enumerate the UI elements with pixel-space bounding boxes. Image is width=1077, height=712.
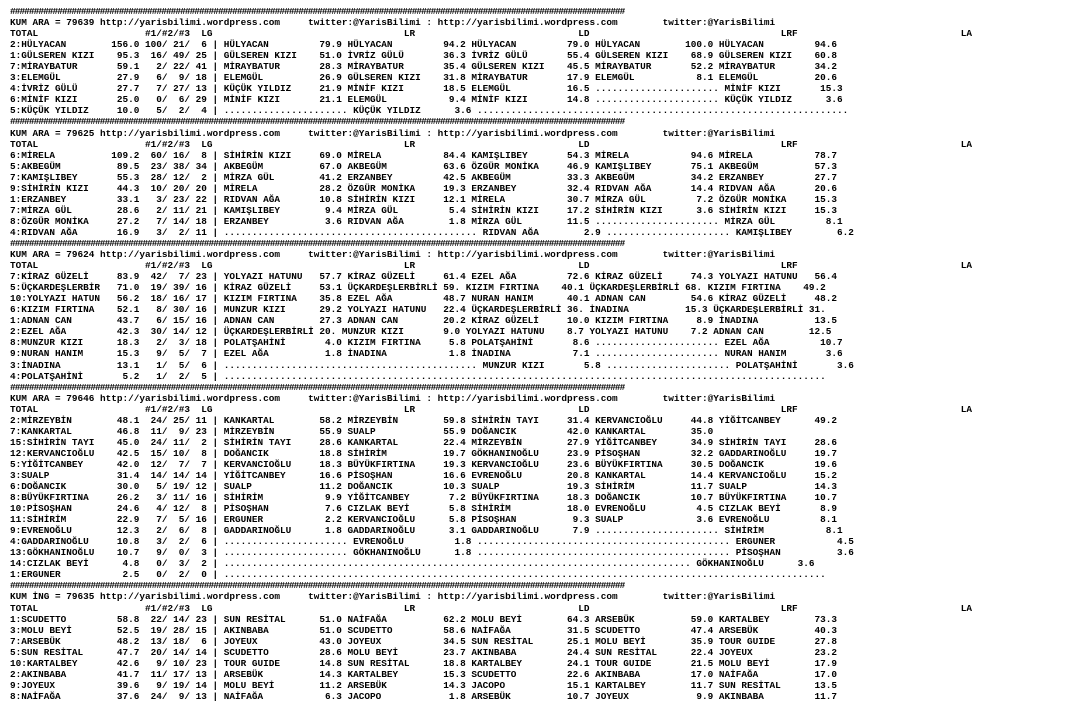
column-headers: TOTAL #1/#2/#3 LG LR LD LRF LA bbox=[10, 260, 973, 272]
table-row: 1:ADNAN CAN 43.7 6/ 15/ 16 | ADNAN CAN 27.3 ADNAN CAN 20.2 KİRAZ GÜZELİ 10.0 KIZIM FIRTINA 8.9 İNADINA 13.5 bbox=[10, 315, 838, 327]
table-row: 7:KANKARTAL 46.8 11/ 9/ 23 | MİRZEYBİN 55.9 SUALP 55.9 DOĞANCIK 42.0 KANKARTAL 35.0 bbox=[10, 425, 714, 437]
table-row: 6:DOĞANCIK 30.0 5/ 19/ 12 | SUALP 11.2 DOĞANCIK 10.3 SUALP 19.3 SİHİRİM 11.7 SUALP 14.3 bbox=[10, 481, 838, 493]
table-row: 8:NAİFAĞA 37.6 24/ 9/ 13 | NAİFAĞA 6.3 JACOPO 1.8 ARSEBÜK 10.7 JOYEUX 9.9 AKINBABA 11.7 bbox=[10, 690, 838, 702]
table-row: 2:HÜLYACAN 156.0 100/ 21/ 6 | HÜLYACAN 79.9 HÜLYACAN 94.2 HÜLYACAN 79.0 HÜLYACAN 100.0 HÜLYACAN 94.6 bbox=[10, 39, 838, 51]
table-row: 9:JOYEUX 39.6 9/ 19/ 14 | MOLU BEYİ 11.2 ARSEBÜK 14.3 JACOPO 15.1 KARTALBEY 11.7 SUN RESİTAL 13.5 bbox=[10, 679, 838, 691]
table-row: 8:ÖZGÜR MONİKA 27.2 7/ 14/ 18 | ERZANBEY 3.6 RIDVAN AĞA 1.8 MİRZA GÜL 11.5 ...................... MİRZA GÜL 8.1 bbox=[10, 215, 843, 227]
table-row: 5:AKBEGÜM 89.5 23/ 38/ 34 | AKBEGÜM 67.0 AKBEGÜM 63.6 ÖZGÜR MONİKA 46.9 KAMIŞLIBEY 75.1 AKBEGÜM 57.3 bbox=[10, 160, 838, 172]
separator-line: ################################################################################################################################## bbox=[10, 116, 625, 128]
table-row: 15:SİHİRİN TAYI 45.0 24/ 11/ 2 | SİHİRİN TAYI 28.6 KANKARTAL 22.4 MİRZEYBİN 27.9 YİĞİTCANBEY 34.9 SİHİRİN TAYI 28.6 bbox=[10, 436, 838, 448]
table-row: 8:MUNZUR KIZI 18.3 2/ 3/ 18 | POLATŞAHİNİ 4.0 KIZIM FIRTINA 5.8 POLATŞAHİNİ 8.6 ...................... EZEL AĞA 10.7 bbox=[10, 337, 843, 349]
table-row: 9:EVRENOĞLU 12.3 2/ 6/ 8 | GADDARINOĞLU 1.8 GADDARINOĞLU 3.1 GADDARINOĞLU 7.9 ...................... SİHİRİM 8.1 bbox=[10, 525, 843, 537]
race-header: KUM İNG = 79635 http://yarisbilimi.wordpress.com twitter:@YarisBilimi : http://yarisbilimi.wordpress.com twitter:@YarisBilimi bbox=[10, 591, 776, 603]
table-row: 11:SİHİRİM 22.9 7/ 5/ 16 | ERGUNER 2.2 KERVANCIOĞLU 5.8 PİSOŞHAN 9.3 SUALP 3.6 EVRENOĞLU 8.1 bbox=[10, 514, 838, 526]
table-row: 14:CIZLAK BEYİ 4.8 0/ 3/ 2 | ................................................................................... GÖKHANINOĞLU 3.6 bbox=[10, 558, 815, 570]
table-row: 6:MİRELA 109.2 60/ 16/ 8 | SİHİRİN KIZI 69.0 MİRELA 84.4 KAMIŞLIBEY 54.3 MİRELA 94.6 MİRELA 78.7 bbox=[10, 149, 838, 161]
table-row: 13:GÖKHANINOĞLU 10.7 9/ 0/ 3 | ...................... GÖKHANINOĞLU 1.8 ............................................. PİSOŞHAN 3.6 bbox=[10, 547, 854, 559]
table-row: 9:NURAN HANIM 15.3 9/ 5/ 7 | EZEL AĞA 1.8 İNADINA 1.8 İNADINA 7.1 ...................... NURAN HANIM 3.6 bbox=[10, 348, 843, 360]
separator-line: ################################################################################################################################## bbox=[10, 381, 625, 393]
separator-line: ################################################################################################################################## bbox=[10, 6, 625, 17]
table-row: 2:AKINBABA 41.7 11/ 17/ 13 | ARSEBÜK 14.3 KARTALBEY 15.3 SCUDETTO 22.6 AKINBABA 17.0 NAİFAĞA 17.0 bbox=[10, 668, 838, 680]
table-row: 8:BÜYÜKFIRTINA 26.2 3/ 11/ 16 | SİHİRİM 9.9 YİĞİTCANBEY 7.2 BÜYÜKFIRTINA 18.3 DOĞANCIK 10.7 BÜYÜKFIRTINA 10.7 bbox=[10, 492, 838, 504]
table-row: 7:KAMIŞLIBEY 55.3 28/ 12/ 2 | MİRZA GÜL 41.2 ERZANBEY 42.5 AKBEGÜM 33.3 AKBEGÜM 34.2 ERZANBEY 27.7 bbox=[10, 171, 838, 183]
table-row: 6:MİNİF KIZI 25.0 0/ 6/ 29 | MİNİF KIZI 21.1 ELEMGÜL 9.4 MİNİF KIZI 14.8 ...................... KÜÇÜK YILDIZ 3.6 bbox=[10, 94, 843, 106]
table-row: 4:RIDVAN AĞA 16.9 3/ 2/ 11 | ............................................. RIDVAN AĞA 2.9 ...................... KAMIŞLIBEY 6.2 bbox=[10, 226, 854, 238]
race-header: KUM ARA = 79624 http://yarisbilimi.wordpress.com twitter:@YarisBilimi : http://yarisbilimi.wordpress.com twitter:@YarisBilimi bbox=[10, 249, 776, 261]
table-row: 3:MOLU BEYİ 52.5 19/ 28/ 15 | AKINBABA 51.0 SCUDETTO 58.6 NAİFAĞA 31.5 SCUDETTO 47.4 ARSEBÜK 40.3 bbox=[10, 624, 838, 636]
table-row: 9:SİHİRİN KIZI 44.3 10/ 20/ 20 | MİRELA 28.2 ÖZGÜR MONİKA 19.3 ERZANBEY 32.4 RIDVAN AĞA 14.4 RIDVAN AĞA 20.6 bbox=[10, 182, 838, 194]
column-headers: TOTAL #1/#2/#3 LG LR LD LRF LA bbox=[10, 28, 973, 40]
table-row: 5:SUN RESİTAL 47.7 20/ 14/ 14 | SCUDETTO 28.6 MOLU BEYİ 23.7 AKINBABA 24.4 SUN RESİTAL 22.4 JOYEUX 23.2 bbox=[10, 646, 838, 658]
table-row: 7:KİRAZ GÜZELİ 83.9 42/ 7/ 23 | YOLYAZI HATUNU 57.7 KİRAZ GÜZELİ 61.4 EZEL AĞA 72.6 KİRAZ GÜZELİ 74.3 YOLYAZI HATUNU 56.4 bbox=[10, 271, 838, 283]
race-header: KUM ARA = 79646 http://yarisbilimi.wordpress.com twitter:@YarisBilimi : http://yarisbilimi.wordpress.com twitter:@YarisBilimi bbox=[10, 392, 776, 404]
table-row: 1:ERGUNER 2.5 0/ 2/ 0 | ........................................................................................................... bbox=[10, 569, 826, 581]
table-row: 3:ELEMGÜL 27.9 6/ 9/ 18 | ELEMGÜL 26.9 GÜLSEREN KIZI 31.8 MİRAYBATUR 17.9 ELEMGÜL 8.1 ELEMGÜL 20.6 bbox=[10, 72, 838, 84]
table-row: 3:SUALP 31.4 14/ 14/ 14 | YİĞİTCANBEY 16.6 PİSOŞHAN 16.6 EVRENOĞLU 20.8 KANKARTAL 14.4 KERVANCIOĞLU 15.2 bbox=[10, 469, 838, 481]
separator-line: ################################################################################################################################## bbox=[10, 580, 625, 592]
table-row: 2:MİRZEYBİN 48.1 24/ 25/ 11 | KANKARTAL 58.2 MİRZEYBİN 59.8 SİHİRİN TAYI 31.4 KERVANCIOĞLU 44.8 YİĞİTCANBEY 49.2 bbox=[10, 414, 838, 426]
table-row: 4:POLATŞAHİNİ 5.2 1/ 2/ 5 | ........................................................................................................... bbox=[10, 370, 826, 382]
table-row: 4:İVRİZ GÜLÜ 27.7 7/ 27/ 13 | KÜÇÜK YILDIZ 21.9 MİNİF KIZI 18.5 ELEMGÜL 16.5 ...................... MİNİF KIZI 15.3 bbox=[10, 83, 843, 95]
table-row: 5:YİĞİTCANBEY 42.0 12/ 7/ 7 | KERVANCIOĞLU 18.3 BÜYÜKFIRTINA 19.3 KERVANCIOĞLU 23.6 BÜYÜKFIRTINA 30.5 DOĞANCIK 19.6 bbox=[10, 458, 838, 470]
table-row: 10:PİSOŞHAN 24.6 4/ 12/ 8 | PİSOŞHAN 7.6 CIZLAK BEYİ 5.8 SİHİRİM 18.0 EVRENOĞLU 4.5 CIZLAK BEYİ 8.9 bbox=[10, 503, 838, 515]
table-row: 10:KARTALBEY 42.6 9/ 10/ 23 | TOUR GUIDE 14.8 SUN RESİTAL 18.8 KARTALBEY 24.1 TOUR GUIDE 21.5 MOLU BEYİ 17.9 bbox=[10, 657, 838, 669]
column-headers: TOTAL #1/#2/#3 LG LR LD LRF LA bbox=[10, 602, 973, 614]
table-row: 7:MİRAYBATUR 59.1 2/ 22/ 41 | MİRAYBATUR 28.3 MİRAYBATUR 35.4 GÜLSEREN KIZI 45.5 MİRAYBATUR 52.2 MİRAYBATUR 34.2 bbox=[10, 61, 838, 73]
table-row: 12:KERVANCIOĞLU 42.5 15/ 10/ 8 | DOĞANCIK 18.8 SİHİRİM 19.7 GÖKHANINOĞLU 23.9 PİSOŞHAN 32.2 GADDARINOĞLU 19.7 bbox=[10, 447, 838, 459]
table-row: 3:İNADINA 13.1 1/ 5/ 6 | ............................................. MUNZUR KIZI 5.8 ...................... POLATŞAHİNİ 3.6 bbox=[10, 359, 854, 371]
table-row: 1:GÜLSEREN KIZI 95.3 16/ 49/ 25 | GÜLSEREN KIZI 51.0 İVRİZ GÜLÜ 36.3 İVRİZ GÜLÜ 55.4 GÜLSEREN KIZI 68.9 GÜLSEREN KIZI 60.8 bbox=[10, 50, 838, 62]
table-row: 7:MİRZA GÜL 28.6 2/ 11/ 21 | KAMIŞLIBEY 9.4 MİRZA GÜL 5.4 SİHİRİN KIZI 17.2 SİHİRİN KIZI 3.6 SİHİRİN KIZI 15.3 bbox=[10, 204, 838, 216]
table-row: 5:ÜÇKARDEŞLERBİR 71.0 19/ 39/ 16 | KİRAZ GÜZELİ 53.1 ÜÇKARDEŞLERBİRLİ 59. KIZIM FIRTINA 40.1 ÜÇKARDEŞLERBİRLİ 68. KIZIM FIRTINA 49.2 bbox=[10, 282, 826, 294]
column-headers: TOTAL #1/#2/#3 LG LR LD LRF LA bbox=[10, 138, 973, 150]
table-row: 7:ARSEBÜK 48.2 13/ 18/ 6 | JOYEUX 43.0 JOYEUX 34.5 SUN RESİTAL 25.1 MOLU BEYİ 35.9 TOUR GUIDE 27.8 bbox=[10, 635, 838, 647]
separator-line: ################################################################################################################################## bbox=[10, 237, 625, 249]
table-row: 1:ERZANBEY 33.1 3/ 23/ 22 | RIDVAN AĞA 10.8 SİHİRİN KIZI 12.1 MİRELA 30.7 MİRZA GÜL 7.2 ÖZGÜR MONİKA 15.3 bbox=[10, 193, 838, 205]
table-row: 2:EZEL AĞA 42.3 30/ 14/ 12 | ÜÇKARDEŞLERBİRLİ 20. MUNZUR KIZI 9.0 YOLYAZI HATUNU 8.7 YOLYAZI HATUNU 7.2 ADNAN CAN 12.5 bbox=[10, 326, 832, 338]
table-row: 10:YOLYAZI HATUN 56.2 18/ 16/ 17 | KIZIM FIRTINA 35.8 EZEL AĞA 48.7 NURAN HANIM 40.1 ADNAN CAN 54.6 KİRAZ GÜZELİ 48.2 bbox=[10, 293, 838, 305]
table-row: 4:GADDARINOĞLU 10.8 3/ 2/ 6 | ...................... EVRENOĞLU 1.8 ............................................. ERGUNER 4.5 bbox=[10, 536, 854, 548]
race-header: KUM ARA = 79625 http://yarisbilimi.wordpress.com twitter:@YarisBilimi : http://yarisbilimi.wordpress.com twitter:@YarisBilimi bbox=[10, 127, 776, 139]
table-row: 5:KÜÇÜK YILDIZ 10.0 5/ 2/ 4 | ...................... KÜÇÜK YILDIZ 3.6 .................................................................. bbox=[10, 105, 849, 117]
table-row: 1:SCUDETTO 58.8 22/ 14/ 23 | SUN RESİTAL 51.0 NAİFAĞA 62.2 MOLU BEYİ 64.3 ARSEBÜK 59.0 KARTALBEY 73.3 bbox=[10, 613, 838, 625]
table-row: 6:KIZIM FIRTINA 52.1 8/ 30/ 16 | MUNZUR KIZI 29.2 YOLYAZI HATUNU 22.4 ÜÇKARDEŞLERBİRLİ 36. İNADINA 15.3 ÜÇKARDEŞLERBİRLİ 31. bbox=[10, 304, 826, 316]
race-header: KUM ARA = 79639 http://yarisbilimi.wordpress.com twitter:@YarisBilimi : http://yarisbilimi.wordpress.com twitter:@YarisBilimi bbox=[10, 17, 776, 29]
column-headers: TOTAL #1/#2/#3 LG LR LD LRF LA bbox=[10, 403, 973, 415]
